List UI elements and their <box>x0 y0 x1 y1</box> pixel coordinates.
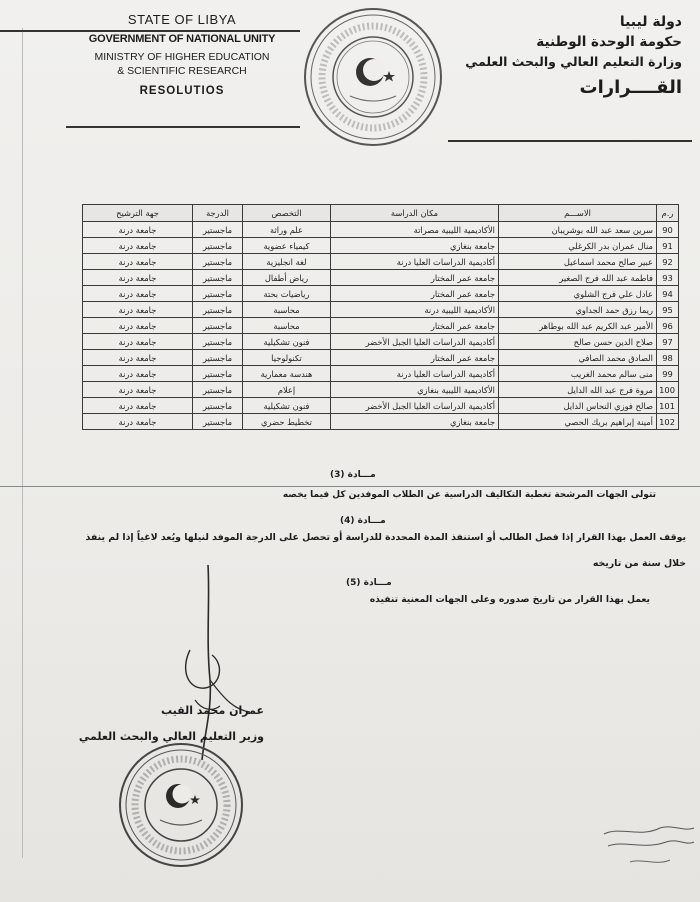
signatory-title: وزير التعليم العالي والبحث العلمي <box>78 730 264 743</box>
cell-name: مروة فرج عبد الله الدايل <box>499 382 657 398</box>
cell-place: أكاديمية الدراسات العليا الجبل الأخضر <box>331 398 499 414</box>
table-row <box>83 382 679 398</box>
cell-degree: ماجستير <box>193 270 243 286</box>
table-row <box>83 366 679 382</box>
ministry-seal-top <box>300 4 446 150</box>
cell-specialty: لغة انجليزية <box>243 254 331 270</box>
cell-degree: ماجستير <box>193 222 243 238</box>
article-divider <box>0 486 700 487</box>
cell-name: ريما رزق حمد الجداوي <box>499 302 657 318</box>
government-name-en: GOVERNMENT OF NATIONAL UNITY <box>88 33 276 45</box>
state-name-en: STATE OF LIBYA <box>127 12 237 27</box>
table-row <box>83 286 679 302</box>
cell-name: فاطمة عبد الله فرج الصغير <box>499 270 657 286</box>
cell-name: عادل علي فرج الشلوي <box>499 286 657 302</box>
cell-specialty: فنون تشكيلية <box>243 398 331 414</box>
cell-name: صالح فوزي النحاس الدايل <box>499 398 657 414</box>
header-rule-top-left <box>0 30 300 32</box>
nominees-table <box>82 204 679 430</box>
cell-num: 95 <box>657 302 679 318</box>
cell-specialty: هندسة معمارية <box>243 366 331 382</box>
article-3-title: مـــادة (3) <box>330 470 376 480</box>
cell-num: 98 <box>657 350 679 366</box>
cell-nominator: جامعة درنة <box>83 366 193 382</box>
cell-place: الأكاديمية الليبية بنغازي <box>331 382 499 398</box>
cell-degree: ماجستير <box>193 334 243 350</box>
cell-num: 102 <box>657 414 679 430</box>
cell-degree: ماجستير <box>193 414 243 430</box>
cell-degree: ماجستير <box>193 238 243 254</box>
cell-nominator: جامعة درنة <box>83 270 193 286</box>
cell-name: أمينة إبراهيم بريك الحصي <box>499 414 657 430</box>
cell-specialty: محاسبة <box>243 318 331 334</box>
col-header-num: ر.م <box>657 205 679 222</box>
cell-place: جامعة عمر المختار <box>331 286 499 302</box>
table-row <box>83 414 679 430</box>
cell-nominator: جامعة درنة <box>83 398 193 414</box>
cell-nominator: جامعة درنة <box>83 382 193 398</box>
cell-specialty: تكنولوجيا <box>243 350 331 366</box>
cell-num: 94 <box>657 286 679 302</box>
cell-place: الأكاديمية الليبية مصراتة <box>331 222 499 238</box>
cell-num: 92 <box>657 254 679 270</box>
ministry-name-en-2: & SCIENTIFIC RESEARCH <box>117 65 247 77</box>
cell-specialty: علم وراثة <box>243 222 331 238</box>
cell-place: جامعة بنغازي <box>331 238 499 254</box>
cell-nominator: جامعة درنة <box>83 414 193 430</box>
cell-nominator: جامعة درنة <box>83 254 193 270</box>
col-header-name: الاســـم <box>499 205 657 222</box>
cell-degree: ماجستير <box>193 366 243 382</box>
cell-name: الأمير عبد الكريم عبد الله بوطاهر <box>499 318 657 334</box>
table-row <box>83 398 679 414</box>
cell-specialty: فنون تشكيلية <box>243 334 331 350</box>
crescent-star-icon <box>166 784 200 808</box>
cell-specialty: رياض أطفال <box>243 270 331 286</box>
government-name-ar: حكومة الوحدة الوطنية <box>536 34 682 50</box>
cell-nominator: جامعة درنة <box>83 302 193 318</box>
department-name-en: RESOLUTIOS <box>139 85 225 97</box>
col-header-specialty: التخصص <box>243 205 331 222</box>
article-5-text: يعمل بهذا القرار من تاريخ صدوره وعلى الجهات المعنية تنفيذه <box>369 594 650 605</box>
cell-name: منى سالم محمد الغريب <box>499 366 657 382</box>
table-row <box>83 318 679 334</box>
article-4-text-line1: يوقف العمل بهذا القرار إذا فصل الطالب أو استنفذ المدة المحددة للدراسة أو تحصل على الدرجة الموفد لنيلها ويُعد لاغياً إذا لم ينفذ <box>85 532 686 543</box>
cell-degree: ماجستير <box>193 318 243 334</box>
cell-specialty: كيمياء عضوية <box>243 238 331 254</box>
cell-place: جامعة بنغازي <box>331 414 499 430</box>
article-3-text: تتولى الجهات المرشحة تغطية التكاليف الدراسية عن الطلاب الموفدين كل فيما يخصه <box>282 490 656 500</box>
cell-degree: ماجستير <box>193 350 243 366</box>
cell-place: جامعة عمر المختار <box>331 350 499 366</box>
cell-nominator: جامعة درنة <box>83 286 193 302</box>
cell-num: 101 <box>657 398 679 414</box>
table-row <box>83 302 679 318</box>
cell-specialty: رياضيات بحتة <box>243 286 331 302</box>
table-row <box>83 334 679 350</box>
cell-degree: ماجستير <box>193 302 243 318</box>
cell-num: 93 <box>657 270 679 286</box>
header-rule-right <box>448 140 692 142</box>
cell-name: عبير صالح محمد اسماعيل <box>499 254 657 270</box>
cell-place: أكاديمية الدراسات العليا الجبل الأخضر <box>331 334 499 350</box>
cell-degree: ماجستير <box>193 286 243 302</box>
cell-place: جامعة عمر المختار <box>331 318 499 334</box>
table-row <box>83 350 679 366</box>
cell-num: 99 <box>657 366 679 382</box>
table-row <box>83 270 679 286</box>
col-header-degree: الدرجة <box>193 205 243 222</box>
department-name-ar: القــــرارات <box>579 77 682 98</box>
header-rule-left <box>66 126 300 128</box>
cell-place: الأكاديمية الليبية درنة <box>331 302 499 318</box>
cell-nominator: جامعة درنة <box>83 350 193 366</box>
cell-nominator: جامعة درنة <box>83 318 193 334</box>
cell-num: 97 <box>657 334 679 350</box>
cell-name: صلاح الدين حسن صالح <box>499 334 657 350</box>
cell-place: أكاديمية الدراسات العليا درنة <box>331 366 499 382</box>
cell-degree: ماجستير <box>193 382 243 398</box>
english-letterhead <box>62 12 302 97</box>
cell-place: أكاديمية الدراسات العليا درنة <box>331 254 499 270</box>
scan-edge-line <box>22 28 23 858</box>
cell-nominator: جامعة درنة <box>83 222 193 238</box>
state-name-ar: دولة ليبيا <box>619 14 682 30</box>
article-4-title: مـــادة (4) <box>340 516 386 526</box>
cell-nominator: جامعة درنة <box>83 334 193 350</box>
cell-num: 100 <box>657 382 679 398</box>
cell-name: الصادق محمد الصافي <box>499 350 657 366</box>
table-header-row <box>83 205 679 222</box>
cell-place: جامعة عمر المختار <box>331 270 499 286</box>
cell-name: سرين سعد عبد الله بوشريبان <box>499 222 657 238</box>
table-row <box>83 238 679 254</box>
crescent-star-icon <box>356 58 395 86</box>
col-header-nominator: جهة الترشيح <box>83 205 193 222</box>
signatory-name: عمران محمد القيب <box>161 704 264 717</box>
cell-nominator: جامعة درنة <box>83 238 193 254</box>
cell-num: 96 <box>657 318 679 334</box>
article-5-title: مـــادة (5) <box>346 578 392 588</box>
arabic-letterhead <box>432 14 682 98</box>
table-row <box>83 254 679 270</box>
cell-name: منال عمران بدر الكرغلي <box>499 238 657 254</box>
col-header-place: مكان الدراسة <box>331 205 499 222</box>
registry-stamp-scribble <box>600 820 696 880</box>
cell-num: 91 <box>657 238 679 254</box>
cell-degree: ماجستير <box>193 398 243 414</box>
article-4-text-line2: خلال سنة من تاريخه <box>592 558 686 569</box>
ministry-seal-bottom <box>116 740 246 870</box>
cell-specialty: تخطيط حضري <box>243 414 331 430</box>
cell-specialty: إعلام <box>243 382 331 398</box>
cell-degree: ماجستير <box>193 254 243 270</box>
ministry-name-ar: وزارة التعليم العالي والبحث العلمي <box>465 54 682 69</box>
table-row <box>83 222 679 238</box>
ministry-name-en: MINISTRY OF HIGHER EDUCATION <box>94 51 270 63</box>
cell-num: 90 <box>657 222 679 238</box>
cell-specialty: محاسبة <box>243 302 331 318</box>
